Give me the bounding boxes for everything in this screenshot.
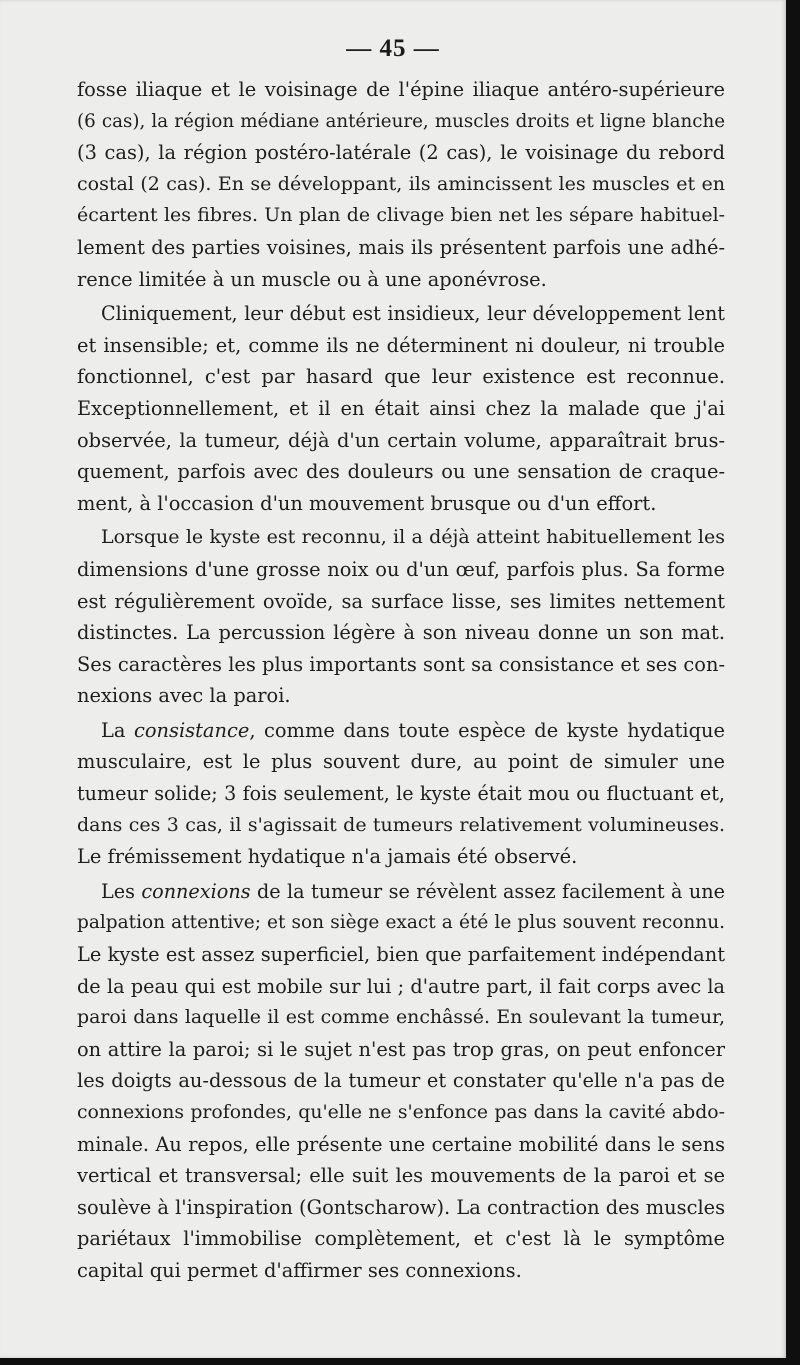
text-line: Ses caractères les plus importants sont sa consistance et ses con- xyxy=(77,652,725,676)
text-line: capital qui permet d'affirmer ses connexions. xyxy=(77,1258,522,1282)
text-line: de la peau qui est mobile sur lui ; d'autre part, il fait corps avec la xyxy=(77,974,725,998)
text-line: paroi dans laquelle il est comme enchâssé. En soulevant la tumeur, xyxy=(77,1006,725,1029)
text-line: ment, à l'occasion d'un mouvement brusque ou d'un effort. xyxy=(77,491,657,515)
text-line: rence limitée à un muscle ou à une aponévrose. xyxy=(77,267,547,291)
text-line: (6 cas), la région médiane antérieure, muscles droits et ligne blanche xyxy=(77,110,725,132)
text-line: écartent les fibres. Un plan de clivage bien net les sépare habituel- xyxy=(77,204,725,227)
text-line: dans ces 3 cas, il s'agissait de tumeurs relativement volumineuses. xyxy=(77,813,725,836)
text-line: soulève à l'inspiration (Gontscharow). La contraction des muscles xyxy=(77,1195,726,1219)
text-fragment: Les xyxy=(101,879,142,903)
text-fragment: La xyxy=(101,718,134,742)
paragraph-4 xyxy=(77,715,725,873)
text-line: pariétaux l'immobilise complètement, et c'est là le symptôme xyxy=(77,1227,725,1251)
text-line: vertical et transversal; elle suit les mouvements de la paroi et se xyxy=(77,1164,725,1188)
text-fragment: de la tumeur se révèlent assez facilement à une xyxy=(250,879,725,903)
emphasized-term: consistance xyxy=(134,718,250,742)
text-line: quement, parfois avec des douleurs ou une sensation de craque- xyxy=(77,460,725,484)
paragraph-1 xyxy=(77,74,725,295)
text-line: (3 cas), la région postéro-latérale (2 cas), le voisinage du rebord xyxy=(77,141,725,165)
paragraph-2 xyxy=(77,298,725,519)
text-line: musculaire, est le plus souvent dure, au point de simuler une xyxy=(77,750,725,774)
text-fragment: , comme dans toute espèce de kyste hydatique xyxy=(249,718,725,742)
text-line: distinctes. La percussion légère à son niveau donne un son mat. xyxy=(77,621,725,645)
text-line: Cliniquement, leur début est insidieux, leur développement lent xyxy=(101,302,725,326)
paragraph-3 xyxy=(77,522,725,712)
text-line xyxy=(77,715,725,747)
text-line: minale. Au repos, elle présente une certaine mobilité dans le sens xyxy=(77,1132,725,1156)
text-line: palpation attentive; et son siège exact a été le plus souvent reconnu. xyxy=(77,912,725,934)
text-line: est régulièrement ovoïde, sa surface lisse, ses limites nettement xyxy=(77,589,725,613)
text-line xyxy=(77,876,725,908)
text-line: Le frémissement hydatique n'a jamais été observé. xyxy=(77,845,578,869)
text-line: Le kyste est assez superficiel, bien que parfaitement indépendant xyxy=(77,943,725,967)
text-line: les doigts au-dessous de la tumeur et constater qu'elle n'a pas de xyxy=(77,1069,725,1093)
text-line: connexions profondes, qu'elle ne s'enfonce pas dans la cavité abdo- xyxy=(77,1102,725,1123)
text-line: observée, la tumeur, déjà d'un certain volume, apparaîtrait brus- xyxy=(77,428,725,452)
text-line: nexions avec la paroi. xyxy=(77,684,291,708)
scan-edge-bottom xyxy=(0,1358,800,1365)
text-line: Exceptionnellement, et il en était ainsi chez la malade que j'ai xyxy=(77,396,725,420)
text-line: Lorsque le kyste est reconnu, il a déjà atteint habituellement les xyxy=(101,526,725,549)
text-line: et insensible; et, comme ils ne déterminent ni douleur, ni trouble xyxy=(77,333,725,357)
emphasized-term: connexions xyxy=(141,879,251,903)
paragraph-5 xyxy=(77,876,725,1287)
text-line: tumeur solide; 3 fois seulement, le kyste était mou ou fluctuant et, xyxy=(77,782,725,806)
text-line: costal (2 cas). En se développant, ils amincissent les muscles et en xyxy=(77,172,725,195)
scan-edge-right xyxy=(786,0,800,1365)
text-line: on attire la paroi; si le sujet n'est pas trop gras, on peut enfoncer xyxy=(77,1037,725,1061)
page-number: — 45 — xyxy=(346,35,440,62)
text-line: dimensions d'une grosse noix ou d'un œuf, parfois plus. Sa forme xyxy=(77,557,725,581)
text-line: fonctionnel, c'est par hasard que leur existence est reconnue. xyxy=(77,365,725,389)
text-line: fosse iliaque et le voisinage de l'épine iliaque antéro-supérieure xyxy=(77,78,725,101)
body-text xyxy=(77,74,725,1287)
text-line: lement des parties voisines, mais ils présentent parfois une adhé- xyxy=(77,235,725,259)
